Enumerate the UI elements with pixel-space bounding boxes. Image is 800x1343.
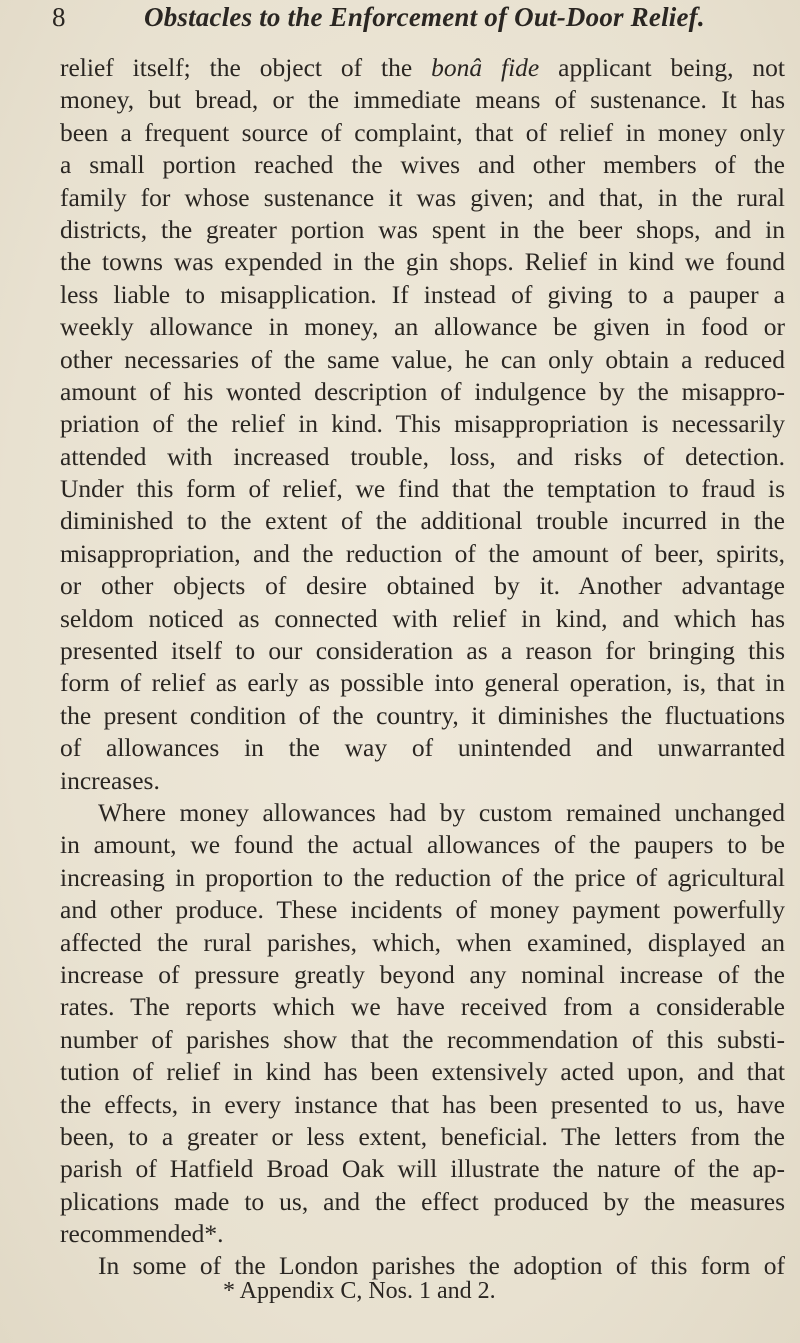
text-line: the present condition of the country, it diminishes the fluctuations bbox=[60, 700, 785, 730]
text-line: misappropriation, and the reduction of the amount of beer, spirits, bbox=[60, 538, 785, 568]
text-line: been, to a greater or less extent, beneficial. The letters from the bbox=[60, 1121, 785, 1151]
text-line: districts, the greater portion was spent in the beer shops, and in bbox=[60, 214, 785, 244]
text-line: amount of his wonted description of indulgence by the misappro- bbox=[60, 376, 785, 406]
page-header bbox=[52, 2, 770, 38]
text-line: or other objects of desire obtained by it. Another advantage bbox=[60, 571, 785, 601]
text-line: presented itself to our consideration as a reason for bringing this bbox=[60, 636, 785, 666]
text-line: number of parishes show that the recommendation of this substi- bbox=[60, 1024, 785, 1054]
text-line: attended with increased trouble, loss, and risks of detection. bbox=[60, 441, 785, 471]
text-line: recommended*. bbox=[60, 1219, 224, 1249]
page-number: 8 bbox=[52, 2, 66, 32]
text-line: Where money allowances had by custom remained unchanged bbox=[98, 797, 785, 827]
text-line: affected the rural parishes, which, when examined, displayed an bbox=[60, 927, 785, 957]
footnote: * Appendix C, Nos. 1 and 2. bbox=[223, 1278, 496, 1304]
text-line: relief itself; the object of the bonâ fide applicant being, not bbox=[60, 53, 785, 82]
text-line: the effects, in every instance that has been presented to us, have bbox=[60, 1089, 785, 1119]
text-line: increases. bbox=[60, 765, 160, 795]
text-line: a small portion reached the wives and other members of the bbox=[60, 150, 785, 180]
text-line: tution of relief in kind has been extensively acted upon, and that bbox=[60, 1057, 785, 1087]
text-line: In some of the London parishes the adoption of this form of bbox=[98, 1251, 785, 1281]
text-line: other necessaries of the same value, he can only obtain a reduced bbox=[60, 344, 785, 374]
text-line: Under this form of relief, we find that the temptation to fraud is bbox=[60, 474, 785, 504]
body-text bbox=[60, 52, 785, 1283]
text-line: rates. The reports which we have received from a considerable bbox=[60, 992, 785, 1022]
text-line: diminished to the extent of the additional trouble incurred in the bbox=[60, 506, 785, 536]
text-line: parish of Hatfield Broad Oak will illustrate the nature of the ap- bbox=[60, 1154, 785, 1184]
text-line: seldom noticed as connected with relief in kind, and which has bbox=[60, 603, 785, 633]
text-line: increasing in proportion to the reduction of the price of agricultural bbox=[60, 862, 785, 892]
text-line: of allowances in the way of unintended and unwarranted bbox=[60, 733, 785, 763]
text-line: money, but bread, or the immediate means of sustenance. It has bbox=[60, 85, 785, 115]
text-line: plications made to us, and the effect produced by the measures bbox=[60, 1186, 785, 1216]
text-line: and other produce. These incidents of money payment powerfully bbox=[60, 895, 785, 925]
text-line: less liable to misapplication. If instead of giving to a pauper a bbox=[60, 279, 785, 309]
text-line: weekly allowance in money, an allowance be given in food or bbox=[60, 312, 785, 342]
text-line: been a frequent source of complaint, that of relief in money only bbox=[60, 117, 785, 147]
text-line: family for whose sustenance it was given; and that, in the rural bbox=[60, 182, 785, 212]
text-line: form of relief as early as possible into general operation, is, that in bbox=[60, 668, 785, 698]
text-line: increase of pressure greatly beyond any nominal increase of the bbox=[60, 959, 785, 989]
text-line: in amount, we found the actual allowances of the paupers to be bbox=[60, 830, 785, 860]
text-line: the towns was expended in the gin shops. Relief in kind we found bbox=[60, 247, 785, 277]
text-line: priation of the relief in kind. This misappropriation is necessarily bbox=[60, 409, 785, 439]
running-title: Obstacles to the Enforcement of Out-Door Relief. bbox=[144, 2, 705, 32]
